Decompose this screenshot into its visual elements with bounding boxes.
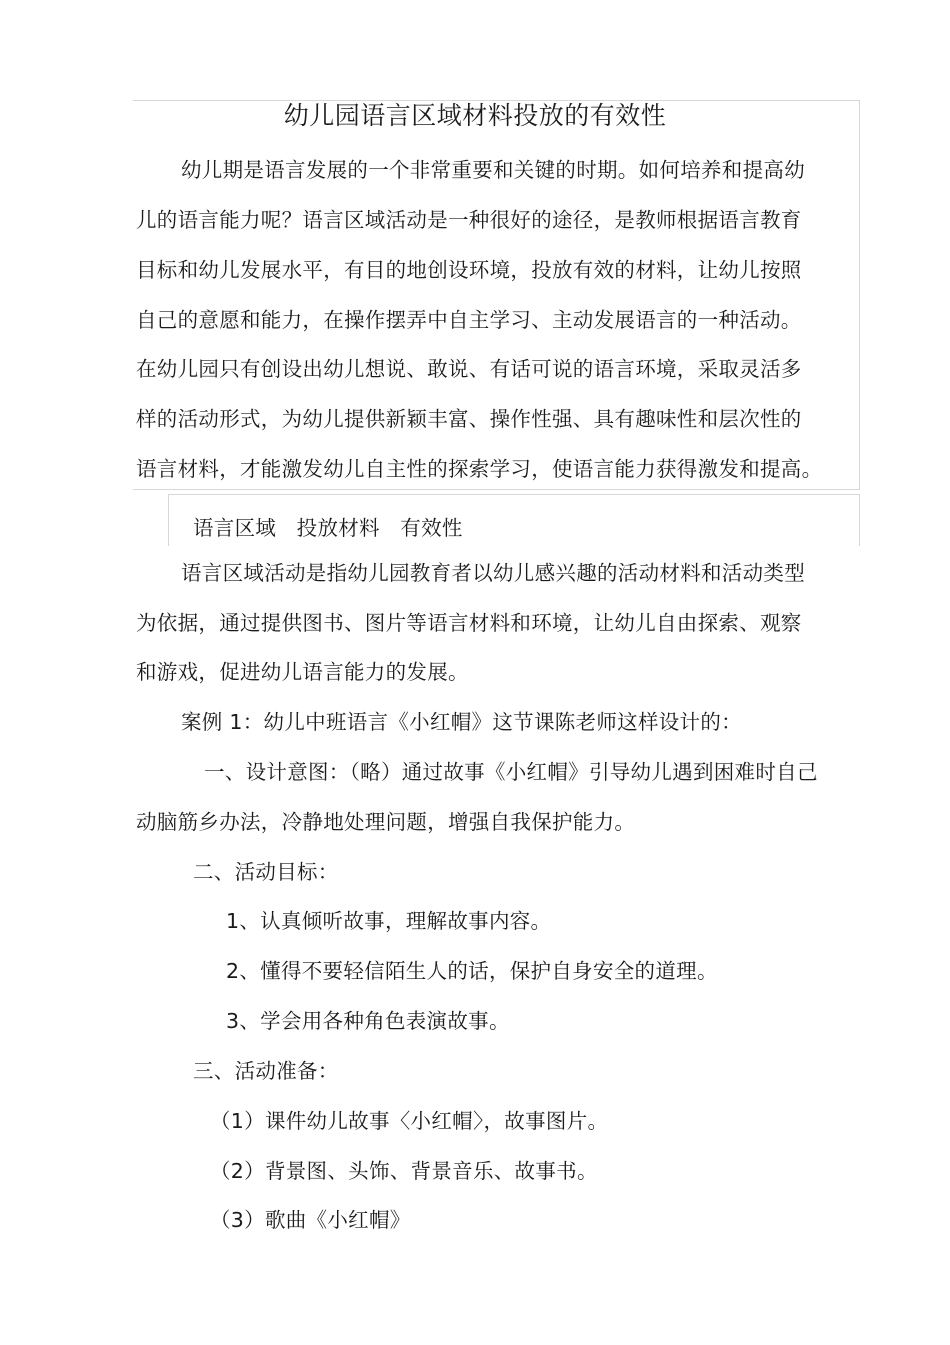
abstract-line: 儿的语言能力呢？语言区域活动是一种很好的途径，是教师根据语言教育: [136, 208, 802, 232]
list-item: （2）背景图、头饰、背景音乐、故事书。: [210, 1159, 598, 1183]
keywords: 语言区域 投放材料 有效性: [193, 516, 463, 540]
list-item: 1、认真倾听故事，理解故事内容。: [226, 909, 552, 933]
abstract-line: 目标和幼儿发展水平，有目的地创设环境，投放有效的材料，让幼儿按照: [136, 258, 802, 282]
list-item: 2、懂得不要轻信陌生人的话，保护自身安全的道理。: [226, 959, 718, 983]
body-line: 案例 1：幼儿中班语言《小红帽》这节课陈老师这样设计的：: [181, 710, 742, 734]
body-line: 语言区域活动是指幼儿园教育者以幼儿感兴趣的活动材料和活动类型: [181, 561, 805, 585]
list-item: （1）课件幼儿故事〈小红帽〉，故事图片。: [210, 1109, 609, 1133]
document-title: 幼儿园语言区域材料投放的有效性: [283, 101, 667, 130]
list-item: （3）歌曲《小红帽》: [210, 1208, 411, 1232]
section-heading: 三、活动准备：: [193, 1059, 339, 1083]
body-line: 一、设计意图：（略）通过故事《小红帽》引导幼儿遇到困难时自己: [204, 760, 818, 784]
section-heading: 二、活动目标：: [193, 860, 339, 884]
body-line: 为依据，通过提供图书、图片等语言材料和环境，让幼儿自由探索、观察: [136, 611, 802, 635]
body-line: 和游戏，促进幼儿语言能力的发展。: [136, 660, 469, 684]
body-line: 动脑筋乡办法，冷静地处理问题，增强自我保护能力。: [136, 810, 636, 834]
abstract-line: 自己的意愿和能力，在操作摆弄中自主学习、主动发展语言的一种活动。: [136, 308, 802, 332]
abstract-line: 在幼儿园只有创设出幼儿想说、敢说、有话可说的语言环境，采取灵活多: [136, 357, 802, 381]
abstract-line: 幼儿期是语言发展的一个非常重要和关键的时期。如何培养和提高幼: [181, 158, 805, 182]
list-item: 3、学会用各种角色表演故事。: [226, 1009, 510, 1033]
abstract-line: 样的活动形式，为幼儿提供新颖丰富、操作性强、具有趣味性和层次性的: [136, 407, 802, 431]
abstract-line: 语言材料，才能激发幼儿自主性的探索学习，使语言能力获得激发和提高。: [136, 457, 823, 481]
